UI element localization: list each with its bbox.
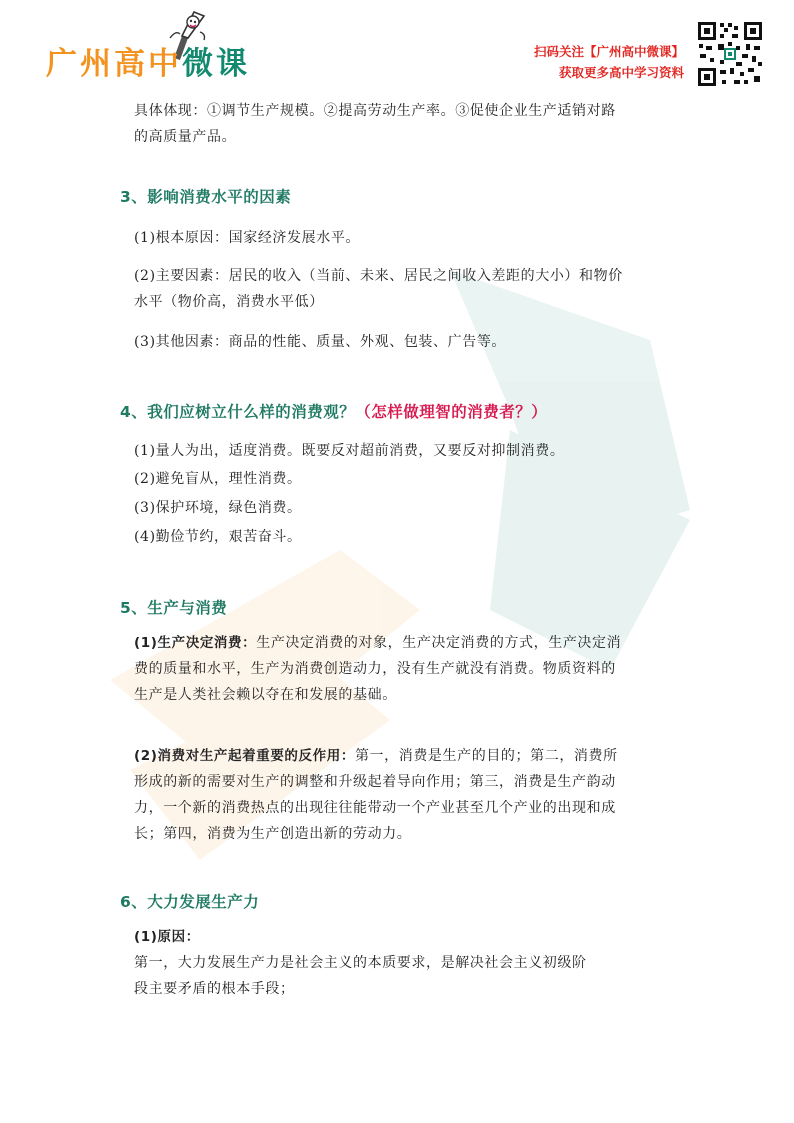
promo-line-2: 获取更多高中学习资料 bbox=[558, 65, 684, 80]
s3-item-1: (1)根本原因：国家经济发展水平。 bbox=[134, 230, 361, 246]
s6-line-2: 段主要矛盾的根本手段； bbox=[134, 981, 295, 997]
section-4-subtitle: （怎样做理智的消费者？） bbox=[355, 403, 548, 421]
section-4-title: 4、我们应树立什么样的消费观？ bbox=[120, 403, 356, 421]
s5-para-1-line-1 bbox=[134, 633, 621, 653]
page-header bbox=[0, 0, 794, 100]
s5-para-1-line-2: 费的质量和水平，生产为消费创造动力，没有生产就没有消费。物质资料的 bbox=[134, 661, 616, 677]
section-6-heading: 6、大力发展生产力 bbox=[120, 893, 260, 911]
logo-text-orange: 广州高中 bbox=[46, 46, 182, 82]
s4-item-3: (3)保护环境，绿色消费。 bbox=[134, 500, 302, 516]
s3-item-3: (3)其他因素：商品的性能、质量、外观、包装、广告等。 bbox=[134, 334, 507, 350]
promo-text bbox=[534, 41, 684, 83]
s3-item-2-line-2: 水平（物价高，消费水平低） bbox=[134, 294, 324, 310]
s6-line-1: 第一，大力发展生产力是社会主义的本质要求，是解决社会主义初级阶 bbox=[134, 955, 587, 971]
section-5-heading: 5、生产与消费 bbox=[120, 599, 228, 617]
s5-para-2-line-1 bbox=[134, 746, 618, 766]
s5-para-1-label: (1)生产决定消费： bbox=[134, 635, 257, 651]
s5-para-1-line-3: 生产是人类社会赖以夺在和发展的基础。 bbox=[134, 687, 397, 703]
s4-item-4: (4)勤俭节约，艰苦奋斗。 bbox=[134, 529, 302, 545]
qr-code-icon[interactable] bbox=[696, 20, 764, 88]
s4-item-2: (2)避免盲从，理性消费。 bbox=[134, 471, 302, 487]
section-4-heading bbox=[120, 401, 547, 423]
s5-para-2-text: 第一，消费是生产的目的；第二，消费所 bbox=[354, 748, 618, 764]
s5-para-2-line-2: 形成的新的需要对生产的调整和升级起着导向作用；第三，消费是生产韵动 bbox=[134, 774, 616, 790]
s5-para-2-line-4: 长；第四，消费为生产创造出新的劳动力。 bbox=[134, 826, 412, 842]
promo-line-1: 扫码关注【广州高中微课】 bbox=[533, 44, 684, 59]
intro-line-1: 具体体现：①调节生产规模。②提高劳动生产率。③促使企业生产适销对路 bbox=[134, 103, 616, 119]
logo-text-green: 微课 bbox=[182, 46, 250, 82]
s5-para-1-text: 生产决定消费的对象，生产决定消费的方式，生产决定消 bbox=[256, 635, 622, 651]
brand-logo bbox=[46, 46, 250, 82]
s6-sub-label: (1)原因： bbox=[134, 929, 200, 945]
intro-line-2: 的高质量产品。 bbox=[134, 129, 237, 145]
s4-item-1: (1)量人为出，适度消费。既要反对超前消费，又要反对抑制消费。 bbox=[134, 443, 565, 459]
section-3-heading: 3、影响消费水平的因素 bbox=[120, 188, 292, 206]
s5-para-2-line-3: 力，一个新的消费热点的出现往往能带动一个产业甚至几个产业的出现和成 bbox=[134, 800, 616, 816]
s5-para-2-label: (2)消费对生产起着重要的反作用： bbox=[134, 748, 355, 764]
s3-item-2-line-1: (2)主要因素：居民的收入（当前、未来、居民之间收入差距的大小）和物价 bbox=[134, 268, 623, 284]
